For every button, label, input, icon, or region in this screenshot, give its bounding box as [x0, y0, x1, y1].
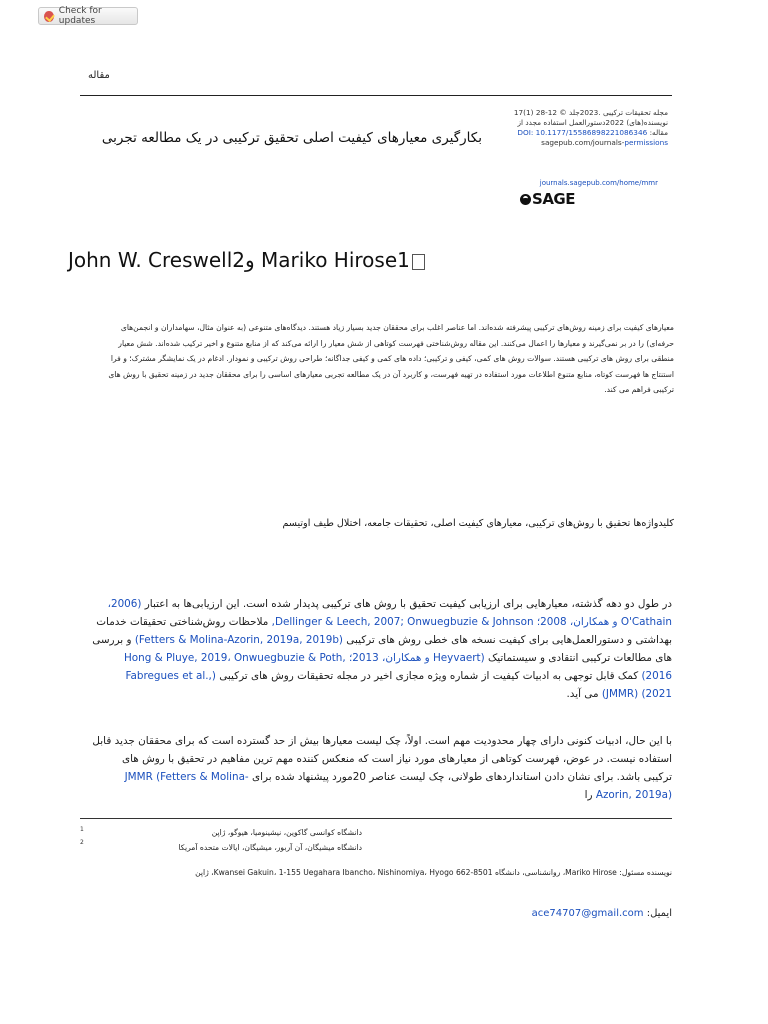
- body-paragraph-1: [92, 595, 672, 703]
- p1-text-4: و دستورالعمل‌هایی برای کیفیت نسخه های خطی روش های ترکیبی: [342, 634, 633, 646]
- sage-logo-icon: [520, 194, 531, 205]
- journal-home-link[interactable]: journals.sagepub.com/home/mmr: [539, 179, 658, 187]
- affiliation-1-text: دانشگاه کوانسی گاکوین، نیشینومیا، هیوگو، ژاپن: [211, 828, 362, 837]
- author-list: [68, 248, 438, 272]
- citation-link-3[interactable]: (Heyvaert و همکاران، 2013؛ Hong & Pluye, 2019، Onwuegbuzie & Poth, 2016): [123, 652, 672, 682]
- meta-citation: مجله تحقیقات ترکیبی .2023جلد © 12-28 (1)17: [513, 108, 668, 117]
- meta-doi-label: مقاله:: [647, 128, 668, 137]
- meta-doi-line: [468, 128, 668, 138]
- p1-text-2: ملاحظات روش‌شناختی: [166, 616, 272, 628]
- publisher-name: SAGE: [532, 190, 575, 208]
- p1-text-6: کمک قابل توجهی به ادبیات کیفیت از شماره ویژه مجازی اخیر در مجله تحقیقات روش های ترکیبی: [215, 670, 642, 682]
- doi-link[interactable]: DOI: 10.1177/15586898221086346: [517, 128, 648, 137]
- email-line: [532, 908, 672, 919]
- meta-permissions-line: [468, 138, 668, 148]
- header-divider: [80, 95, 672, 96]
- check-updates-icon: [44, 11, 54, 22]
- keywords: کلیدواژه‌ها تحقیق با روش‌های ترکیبی، معیارهای کیفیت اصلی، تحقیقات جامعه، اختلال طیف اوتیسم: [282, 518, 674, 529]
- p2-text-1: با این حال، ادبیات کنونی دارای چهار محدودیت مهم است. اولاً، چک لیست معیارها بیش از حد گسترده است که برای محققان جدید قابل استفاده نیست. در عوض، فهرست کوتاهی از معیارهای مورد نیاز است که منعکس کننده مهم ترین مفاهیم در تحقیق با روش های ترکیبی باشد. برای نشان دادن استانداردهای طولانی، چک لیست عناصر 20مورد پیشنهاد شده برای: [92, 735, 672, 783]
- p1-text-5: و بررسی های مطالعات ترکیبی انتقادی و سیستماتیک: [92, 634, 672, 664]
- section-label: مقاله: [88, 70, 110, 81]
- meta-copyright: نویسنده(های) 2022دستورالعمل استفاده مجدد از: [517, 118, 668, 127]
- orcid-icon[interactable]: [412, 254, 425, 270]
- citation-link-4[interactable]: (Fabregues et al., 2021) (JMMR): [125, 670, 672, 700]
- email-link[interactable]: ace74707@gmail.com: [531, 908, 644, 919]
- corresponding-author: نویسنده مسئول: Mariko Hirose، روانشناسی، دانشگاه Kwansei Gakuin، 1-155 Uegahara Ibancho، Nishinomiya، Hyogo 662-8501، ژاپن: [195, 868, 672, 877]
- check-for-updates-button[interactable]: [38, 7, 138, 25]
- citation-link-5[interactable]: JMMR (Fetters & Molina-Azorin, 2019a): [124, 771, 672, 801]
- affiliation-2-number: 2: [80, 839, 84, 846]
- footnote-divider: [80, 818, 672, 819]
- p2-text-2: را: [584, 789, 596, 801]
- abstract: معیارهای کیفیت برای زمینه روش‌های ترکیبی پیشرفته شده‌اند. اما عناصر اغلب برای محققان جدید بسیار زیاد هستند. دیدگاه‌های متنوعی (به عنوان مثال، سهامداران و انجمن‌های حرفه‌ای) را در بر نمی‌گیرند و معیارها را اعمال می‌کنند. این مقاله روش‌شناختی فهرست کوتاهی از شش معیار را ارائه می‌کند که از منابع متنوع و اخیر ترکیب شده‌اند. شش معیار منطقی برای روش های ترکیبی هستند. سوالات روش های کمی، کیفی و ترکیبی؛ داده های کمی و کیفی جداگانه؛ طراحی روش ترکیبی و نمودار. ادغام در یک نمایشگر مشترک؛ و فرا استنتاج ها فهرست کوتاه، منابع متنوع اطلاعات مورد استفاده در تهیه فهرست، و کاربرد آن در یک مطالعه تجربی معیارهای اساسی را برای محققان جدید در زمینه تحقیق با روش های ترکیبی فراهم می کند.: [108, 323, 674, 394]
- body-paragraph-2: [92, 732, 672, 804]
- p1-text-1: در طول دو دهه گذشته، معیارهایی برای ارزیابی کیفیت تحقیق با روش های ترکیبی پدیدار شده است. این ارزیابی‌ها به اعتبار: [141, 598, 672, 610]
- citation-link-2[interactable]: (Fetters & Molina-Azorin, 2019a, 2019b): [134, 634, 343, 646]
- affiliation-1-number: 1: [80, 826, 84, 833]
- affiliation-1: [82, 828, 362, 838]
- citation-link-1[interactable]: (2006، O'Cathain و همکاران، 2008؛ Dellinger & Leech, 2007; Onwuegbuzie & Johnson,: [107, 598, 672, 628]
- publisher-logo: [520, 190, 575, 208]
- article-title: بکارگیری معیارهای کیفیت اصلی تحقیق ترکیبی در یک مطالعه تجربی: [101, 130, 482, 146]
- affiliation-2: [82, 843, 362, 853]
- p1-text-7: می آید.: [566, 688, 602, 700]
- permissions-prefix: sagepub.com/journals-: [541, 138, 625, 147]
- authors-text: John W. Creswell2و Mariko Hirose1: [68, 248, 410, 272]
- email-label: ایمیل:: [643, 908, 672, 919]
- p1-text-3: تحقیقات خدمات بهداشتی: [96, 616, 672, 646]
- affiliation-2-text: دانشگاه میشیگان، آن آربور، میشیگان، ایالات متحده آمریکا: [178, 843, 362, 852]
- permissions-link[interactable]: permissions: [624, 138, 668, 147]
- check-updates-label: Check for updates: [58, 6, 102, 26]
- journal-meta: [468, 108, 668, 148]
